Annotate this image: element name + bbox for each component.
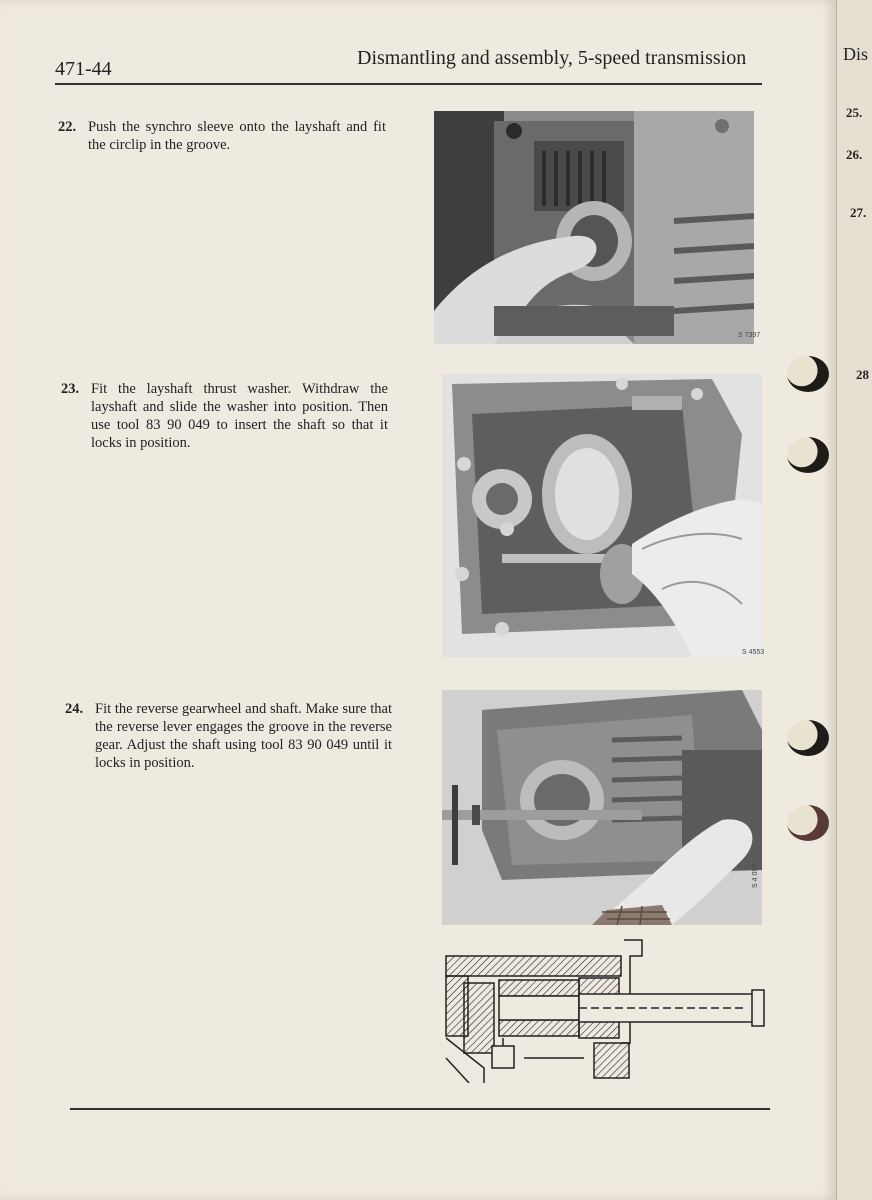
step-22 <box>58 118 386 154</box>
adjacent-step-number: 27. <box>850 205 867 220</box>
adjacent-step-number: 26. <box>846 147 863 162</box>
adjacent-step-number: 28 <box>856 367 869 382</box>
step-number: 23. <box>61 381 80 397</box>
footer-rule <box>70 1108 770 1110</box>
punch-hole <box>787 356 829 392</box>
photo-thrust-washer <box>442 374 765 657</box>
step-number: 22. <box>58 119 77 135</box>
adjacent-page-title: Dis <box>843 44 869 64</box>
punch-hole <box>787 437 829 473</box>
step-text: Fit the reverse gearwheel and shaft. Make sure that the reverse lever engages the groove in the reverse gear. Adjust the shaft using tool 83 90 049 until it locks in position. <box>95 701 392 771</box>
cross-section-diagram <box>444 938 766 1083</box>
step-text: Fit the layshaft thrust washer. Withdraw the layshaft and slide the washer into position. Then use tool 83 90 049 to insert the shaft so that it locks in position. <box>91 381 388 451</box>
figure-ref: S 4 097 <box>752 863 759 888</box>
adjacent-page <box>836 0 872 1200</box>
figure-ref: S 4553 <box>742 649 765 656</box>
figure-ref: S 7397 <box>738 332 761 339</box>
adjacent-step-number: 25. <box>846 105 863 120</box>
header-rule <box>55 83 762 85</box>
punch-hole <box>787 720 829 756</box>
punch-hole <box>787 805 829 841</box>
running-title: Dismantling and assembly, 5-speed transmission <box>357 47 747 69</box>
photo-reverse-gear <box>442 690 762 925</box>
step-24 <box>65 700 392 772</box>
photo-synchro-sleeve <box>434 111 754 344</box>
step-text: Push the synchro sleeve onto the layshaft and fit the circlip in the groove. <box>88 119 386 153</box>
step-23 <box>61 380 388 452</box>
page-number: 471-44 <box>55 58 112 80</box>
step-number: 24. <box>65 701 84 717</box>
